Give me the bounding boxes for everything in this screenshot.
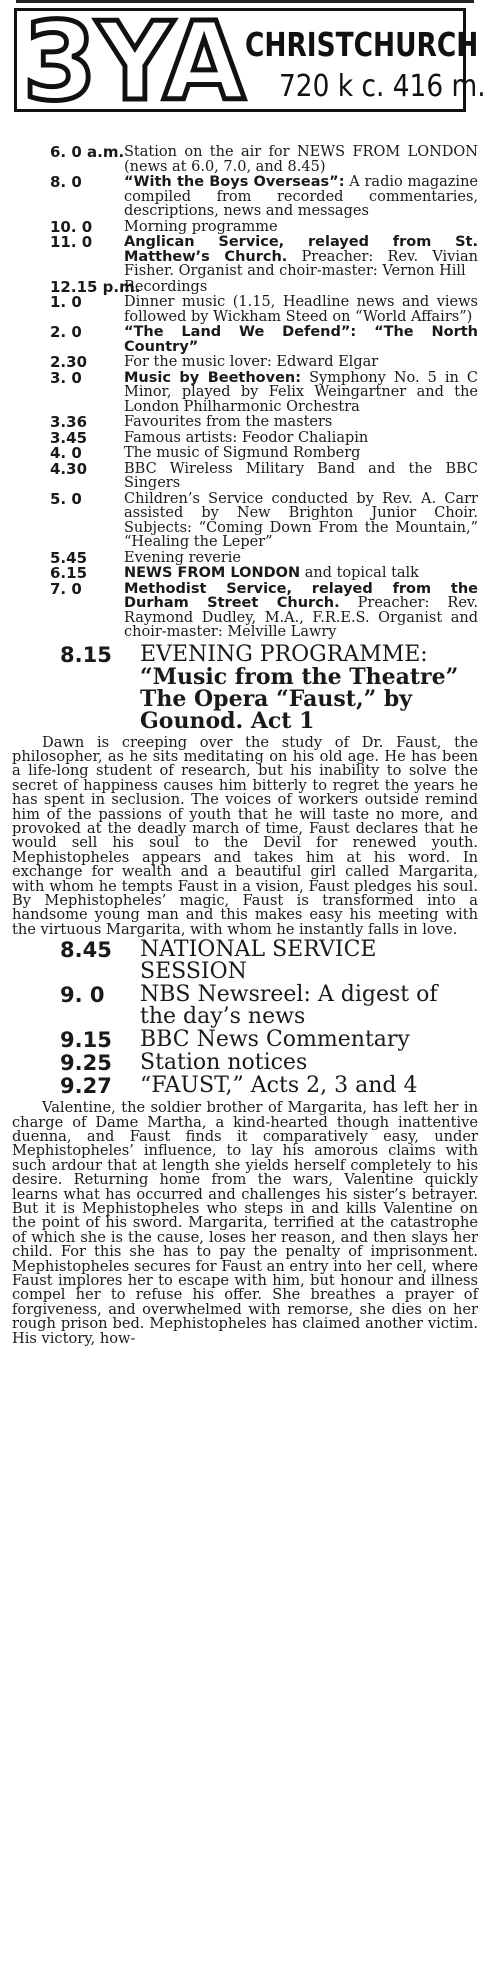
entry-text xyxy=(124,145,478,174)
entry-time: 4.30 xyxy=(50,459,88,478)
entry-text xyxy=(124,492,478,550)
entry-description: Evening reverie xyxy=(124,549,241,566)
entry-time: 9. 0 xyxy=(60,983,105,1008)
programme-entry xyxy=(0,368,490,415)
entry-text xyxy=(140,641,478,734)
entry-description: Station on the air for NEWS FROM LONDON (news at 6.0, 7.0, and 8.45) xyxy=(124,144,478,175)
entry-lead: NEWS FROM LONDON xyxy=(124,565,301,581)
entry-text xyxy=(124,355,478,370)
schedule-evening xyxy=(0,939,490,1097)
entry-text xyxy=(124,295,478,324)
programme-entry xyxy=(0,446,490,461)
entry-description: Children’s Service conducted by Rev. A. Carr assisted by New Brighton Junior Choir. Subjects: “Coming Down From the Mountain,” “Healing the Leper” xyxy=(124,490,478,550)
entry-lead: “With the Boys Overseas”: xyxy=(124,174,345,190)
entry-description: For the music lover: Edward Elgar xyxy=(124,354,379,370)
evening-programme-entry xyxy=(0,641,490,734)
entry-lead: “The Land We Defend”: “The North Country” xyxy=(124,324,478,355)
entry-description: BBC Wireless Military Band and the BBC Singers xyxy=(124,460,478,491)
entry-time: 3. 0 xyxy=(50,368,82,387)
faust-acts-description: Valentine, the soldier brother of Margarita, has left her in charge of Dame Martha, a kind-hearted though inattentive duenna, and Faust finds it comparatively easy, under Mephistopheles’ influence, to lay his amorous claims with such ardour that at length she yields herself completely to his desire. Returning home from the wars, Valentine quickly learns what has occurred and challenges his sister’s betrayer. But it is Mephistopheles who steps in and kills Valentine on the point of his sword. Margarita, terrified at the catastrophe of which she is the cause, loses her reason, and then slays her child. For this she has to pay the penalty of imprisonment. Mephistopheles secures for Faust an entry into her cell, where Faust implores her to escape with him, but honour and illness compel her to refuse his offer. She breathes a prayer of forgiveness, and overwhelmed with remorse, she dies on her rough prison bed. Mephistopheles has claimed another victim. His victory, how- xyxy=(12,1099,478,1347)
station-city: CHRISTCHURCH xyxy=(245,25,479,64)
programme-entry xyxy=(0,175,490,219)
entry-text xyxy=(124,446,478,461)
programme-entry xyxy=(0,277,490,296)
entry-time: 8. 0 xyxy=(50,173,82,191)
programme-entry xyxy=(0,325,490,354)
entry-time: 4. 0 xyxy=(50,444,82,462)
entry-description: Favourites from the masters xyxy=(124,414,333,430)
entry-description: Preacher: Rev. Raymond Dudley, M.A., F.R.E.S. Organist and choir-master: Melville Lawry xyxy=(124,595,478,640)
top-rule xyxy=(16,0,474,3)
entry-time: 8.45 xyxy=(60,938,112,963)
programme-entry xyxy=(0,579,490,640)
programme-entry xyxy=(0,415,490,430)
programme-entry xyxy=(0,939,490,983)
entry-time: 10. 0 xyxy=(50,217,93,236)
entry-description: Preacher: Rev. Vivian Fisher. Organist and choir-master: Vernon Hill xyxy=(124,248,479,279)
entry-description: Dinner music (1.15, Headline news and views followed by Wickham Steed on “World Affairs”) xyxy=(124,294,478,325)
entry-description: Morning programme xyxy=(124,218,278,235)
programme-entry xyxy=(0,984,490,1028)
entry-text xyxy=(124,431,478,446)
entry-description: Famous artists: Feodor Chaliapin xyxy=(124,429,369,446)
entry-lead: Music by Beethoven: xyxy=(124,369,302,386)
entry-time: 6. 0 a.m. xyxy=(50,143,125,161)
station-frequency: 720 k c. 416 m. xyxy=(279,69,486,104)
entry-time: 12.15 p.m. xyxy=(50,277,141,296)
programme-entry xyxy=(0,489,490,550)
entry-text xyxy=(124,371,478,415)
entry-text xyxy=(124,582,478,640)
programme-entry xyxy=(0,548,490,567)
entry-text xyxy=(124,566,478,581)
entry-time: 1. 0 xyxy=(50,293,82,311)
programme-entry xyxy=(0,459,490,491)
entry-text: BBC News Commentary xyxy=(140,1027,410,1053)
programme-entry xyxy=(0,566,490,581)
entry-time: 7. 0 xyxy=(50,579,82,598)
programme-entry xyxy=(0,1029,490,1051)
entry-time: 2. 0 xyxy=(50,323,82,341)
entry-description: and topical talk xyxy=(300,565,419,581)
station-header xyxy=(14,8,486,112)
entry-text xyxy=(124,280,478,295)
entry-description: The music of Sigmund Romberg xyxy=(124,445,361,461)
programme-entry xyxy=(0,1075,490,1097)
entry-time: 11. 0 xyxy=(50,233,93,251)
entry-time: 6.15 xyxy=(50,564,88,582)
schedule-morning-afternoon xyxy=(0,145,490,640)
entry-text: “FAUST,” Acts 2, 3 and 4 xyxy=(140,1073,418,1099)
entry-time: 8.15 xyxy=(60,642,112,667)
programme-entry xyxy=(0,217,490,236)
entry-time: 3.45 xyxy=(50,428,88,447)
entry-time: 3.36 xyxy=(50,413,88,431)
evening-subtitle: “Music from the Theatre” xyxy=(140,663,459,690)
entry-time: 9.27 xyxy=(60,1074,112,1099)
evening-opera: The Opera “Faust,” by Gounod. Act 1 xyxy=(140,685,413,734)
programme-list xyxy=(0,145,490,1348)
logo-text: 3YA xyxy=(23,13,246,109)
entry-text xyxy=(124,235,478,279)
entry-text: Station notices xyxy=(140,1050,308,1076)
entry-text xyxy=(124,462,478,491)
entry-time: 9.15 xyxy=(60,1028,112,1053)
entry-lead: Anglican Service, relayed from St. Matthew’s Church. xyxy=(124,234,478,265)
entry-text: NATIONAL SERVICE SESSION xyxy=(140,937,377,985)
entry-time: 5. 0 xyxy=(50,489,82,508)
entry-time: 5.45 xyxy=(50,548,88,567)
programme-entry xyxy=(0,235,490,279)
entry-text xyxy=(124,175,478,219)
evening-title: EVENING PROGRAMME: xyxy=(140,641,428,667)
programme-entry xyxy=(0,145,490,174)
entry-text xyxy=(124,220,478,235)
entry-text: NBS Newsreel: A digest of the day’s news xyxy=(140,982,438,1030)
entry-description: Recordings xyxy=(124,278,208,295)
programme-entry xyxy=(0,1052,490,1074)
programme-entry xyxy=(0,428,490,447)
station-logo xyxy=(21,13,251,109)
entry-text xyxy=(124,415,478,430)
entry-description: A radio magazine compiled from recorded commentaries, descriptions, news and messages xyxy=(124,174,478,219)
entry-text xyxy=(124,325,478,354)
entry-time: 9.25 xyxy=(60,1051,112,1076)
entry-text xyxy=(124,551,478,566)
entry-time: 2.30 xyxy=(50,353,88,371)
entry-lead: Methodist Service, relayed from the Durham Street Church. xyxy=(124,580,478,611)
programme-entry xyxy=(0,295,490,324)
entry-description: Symphony No. 5 in C Minor, played by Felix Weingartner and the London Philharmonic Orchestra xyxy=(124,369,478,415)
programme-entry xyxy=(0,355,490,370)
faust-act1-description: Dawn is creeping over the study of Dr. Faust, the philosopher, as he sits meditating on his old age. He has been a life-long student of research, but his inability to solve the secret of happiness causes him bitterly to regret the years he has spent in seclusion. The voices of workers outside remind him of the passions of youth that he will taste no more, and provoked at the deadly march of time, Faust declares that he would sell his soul to the Devil for renewed youth. Mephistopheles appears and takes him at his word. In exchange for wealth and a beautiful girl called Margarita, with whom he tempts Faust in a vision, Faust pledges his soul. By Mephistopheles’ magic, Faust is transformed into a handsome young man and this makes easy his meeting with the virtuous Margarita, with whom he instantly falls in love. xyxy=(12,733,478,938)
